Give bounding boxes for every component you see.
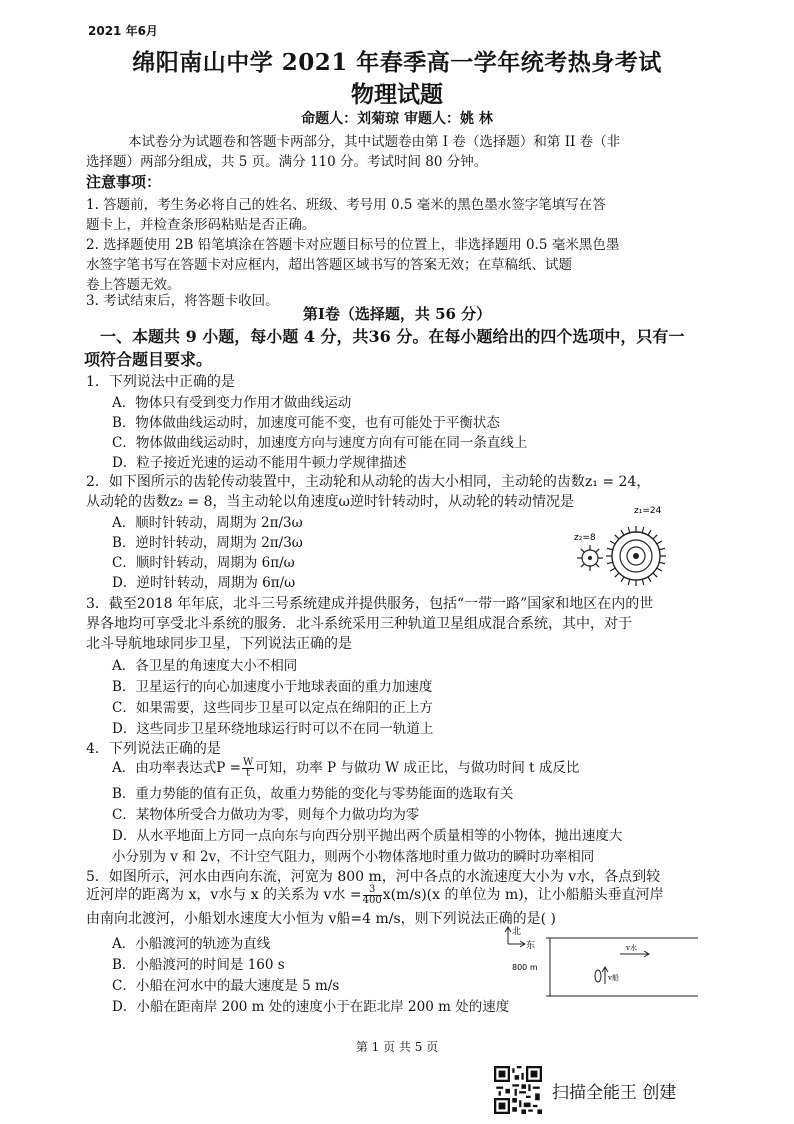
q4-option-d: D．从水平地面上方同一点向东与向西分别平抛出两个质量相等的小物体，抛出速度大 — [112, 828, 623, 844]
river-diagram — [502, 924, 702, 1006]
gear-tooth — [659, 562, 665, 564]
gear-tooth — [642, 527, 644, 533]
notice-item: 2. 选择题使用 2B 铅笔填涂在答题卡对应题目标号的位置上，非选择题用 0.5 毫米黑色墨 — [86, 237, 620, 253]
notice-item: 题卡上，并检查条形码粘贴是否正确。 — [86, 217, 316, 233]
q2-stem: 2．如下图所示的齿轮传动装置中，主动轮和从动轮的齿大小相同，主动轮的齿数z₁ = 24， — [86, 474, 651, 490]
q4-option-b: B．重力势能的值有正负，故重力势能的变化与零势能面的选取有关 — [112, 786, 514, 802]
gear-tooth — [596, 564, 600, 568]
gear-tooth — [657, 541, 662, 544]
q4-option-a — [112, 756, 579, 779]
driven-gear-icon — [577, 545, 603, 571]
gear-tooth — [659, 548, 665, 550]
q5-option-a: A．小船渡河的轨迹为直线 — [112, 936, 271, 952]
q5-stem-cont — [86, 884, 664, 906]
q2-option-b: B．逆时针转动，周期为 2π/3ω — [112, 535, 303, 551]
q2-option-c: C．顺时针转动，周期为 6π/ω — [112, 555, 295, 571]
gear-tooth — [628, 579, 630, 585]
q3-option-b: B．卫星运行的向心加速度小于地球表面的重力加速度 — [112, 679, 433, 695]
gear-tooth — [607, 548, 613, 550]
page-number: 第 1 页 共 5 页 — [355, 1040, 439, 1054]
q1-option-c: C．物体做曲线运动时，加速度方向与速度方向有可能在同一条直线上 — [112, 435, 528, 451]
q5-stem-text-cont: x(m/s)(x 的单位为 m)，让小船船头垂直河岸 — [382, 887, 664, 903]
part1-instructions: 一、本题共 9 小题，每小题 4 分，共36 分。在每小题给出的四个选项中，只有一 — [100, 327, 685, 346]
gear-tooth — [596, 549, 600, 553]
driving-gear-icon — [606, 526, 666, 586]
q5-option-b: B．小船渡河的时间是 160 s — [112, 957, 285, 973]
q4-option-d-cont: 小分别为 v 和 2v，不计空气阻力，则两个小物体落地时重力做功的瞬时功率相同 — [112, 849, 595, 865]
gear-tooth — [648, 530, 651, 535]
q4-option-a-text-cont: 可知，功率 P 与做功 W 成正比，与做功时间 t 成反比 — [255, 760, 580, 776]
gear-tooth — [653, 535, 657, 539]
fraction-denominator: t — [246, 768, 251, 779]
exam-authors: 命题人：刘菊琼 审题人：姚 林 — [301, 111, 493, 127]
q3-option-c: C．如果需要，这些同步卫星可以定点在绵阳的正上方 — [112, 700, 433, 716]
east-label: 东 — [526, 941, 536, 951]
gear-tooth — [657, 568, 662, 571]
q3-option-a: A．各卫星的角速度大小不相同 — [112, 658, 298, 674]
q1-stem: 1．下列说法中正确的是 — [86, 374, 235, 390]
q5-stem-text: 近河岸的距离为 x，v水与 x 的关系为 v水 = — [86, 887, 362, 903]
q3-stem: 3．截至2018 年年底，北斗三号系统建成并提供服务，包括“一带一路”国家和地区在内的世 — [86, 596, 654, 612]
gear-z2-label: z₂=8 — [574, 533, 596, 543]
q2-option-a: A．顺时针转动，周期为 2π/3ω — [112, 515, 303, 531]
q2-option-d: D．逆时针转动，周期为 6π/ω — [112, 575, 296, 591]
gear-tooth — [615, 573, 619, 577]
q2-stem-cont: 从动轮的齿数z₂ = 8，当主动轮以角速度ω逆时针转动时，从动轮的转动情况是 — [86, 494, 574, 510]
fraction-numerator: 3 — [363, 885, 382, 896]
q3-stem-cont: 界各地均可享受北斗系统的服务．北斗系统采用三种轨道卫星组成混合系统，其中，对于 — [86, 616, 632, 632]
gear-tooth — [642, 579, 644, 585]
gear-tooth — [607, 562, 613, 564]
q4-stem: 4．下列说法正确的是 — [86, 741, 221, 757]
gear-tooth — [653, 573, 657, 577]
gear-diagram — [574, 504, 678, 604]
intro-line-2: 选择题）两部分组成，共 5 页。满分 110 分。考试时间 80 分钟。 — [86, 154, 488, 170]
exam-subject: 物理试题 — [351, 81, 443, 108]
q5-option-d: D．小船在距南岸 200 m 处的速度小于在距北岸 200 m 处的速度 — [112, 999, 510, 1015]
q3-option-d: D．这些同步卫星环绕地球运行时可以不在同一轨道上 — [112, 721, 434, 737]
gear-tooth — [621, 530, 624, 535]
q5-option-c: C．小船在河水中的最大速度是 5 m/s — [112, 978, 340, 994]
notice-item: 水签字笔书写在答题卡对应框内，超出答题区域书写的答案无效；在草稿纸、试题 — [86, 257, 572, 273]
boat-velocity-label: v船 — [608, 974, 619, 982]
q1-option-a: A．物体只有受到变力作用才做曲线运动 — [112, 395, 352, 411]
q5-stem: 5．如图所示，河水由西向东流，河宽为 800 m，河中各点的水流速度大小为 v水，各点到较 — [86, 869, 661, 885]
gear-tooth — [610, 568, 615, 571]
q5-stem-cont: 由南向北渡河，小船划水速度大小恒为 v船=4 m/s，则下列说法正确的是( ) — [86, 911, 556, 927]
q3-stem-cont: 北斗导航地球同步卫星，下列说法正确的是 — [86, 636, 352, 652]
gear-tooth — [581, 564, 585, 568]
gear-z1-label: z₁=24 — [634, 506, 662, 516]
section-title: 第Ⅰ卷（选择题，共 56 分） — [302, 305, 492, 323]
q4-option-c: C．某物体所受合力做功为零，则每个力做功均为零 — [112, 807, 420, 823]
qr-code-icon — [494, 1066, 542, 1114]
notice-item: 3. 考试结束后，将答题卡收回。 — [86, 293, 279, 309]
gear-tooth — [648, 577, 651, 582]
fraction-denominator: 400 — [362, 894, 382, 906]
velocity-formula-fraction — [363, 885, 382, 906]
water-velocity-label: v水 — [626, 944, 637, 952]
scanner-watermark: 扫描全能王 创建 — [552, 1083, 677, 1103]
boat-icon — [595, 970, 601, 982]
q1-option-d: D．粒子接近光速的运动不能用牛顿力学规律描述 — [112, 455, 407, 471]
north-label: 北 — [512, 927, 522, 937]
gear-tooth — [628, 527, 630, 533]
gear-tooth — [615, 535, 619, 539]
gear-tooth — [621, 577, 624, 582]
exam-title: 绵阳南山中学 2021 年春季高一学年统考热身考试 — [132, 49, 662, 76]
exam-date: 2021 年6月 — [88, 24, 158, 38]
gear-tooth — [610, 541, 615, 544]
q1-option-b: B．物体做曲线运动时，加速度可能不变，也有可能处于平衡状态 — [112, 415, 500, 431]
q4-option-a-text: A．由功率表达式P = — [112, 760, 241, 776]
intro-line-1: 本试卷分为试题卷和答题卡两部分，其中试题卷由第 I 卷（选择题）和第 II 卷（非 — [128, 134, 621, 150]
river-width-label: 800 m — [512, 963, 538, 972]
part1-instructions-cont: 项符合题目要求。 — [84, 350, 213, 369]
gear-tooth — [581, 549, 585, 553]
notice-item: 1. 答题前，考生务必将自己的姓名、班级、考号用 0.5 毫米的黑色墨水签字笔填写在答 — [86, 197, 606, 213]
fraction-numerator: W — [242, 757, 254, 768]
notice-heading: 注意事项： — [86, 173, 162, 191]
power-formula-fraction — [242, 758, 254, 779]
notice-item: 卷上答题无效。 — [86, 277, 181, 293]
